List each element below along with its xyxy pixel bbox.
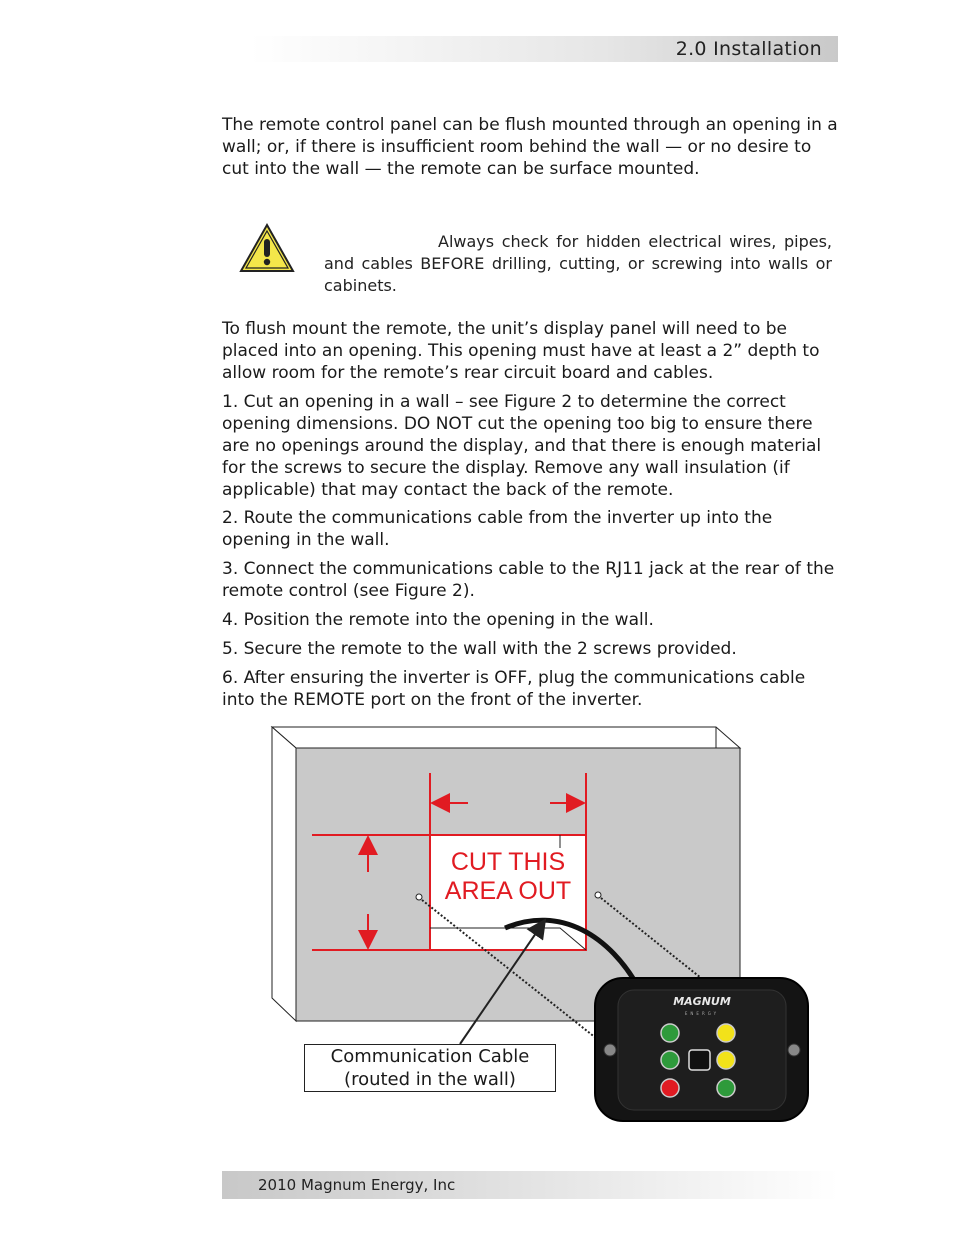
led-green: [717, 1079, 735, 1097]
cut-area-label: [430, 848, 586, 906]
footer-text: 2010 Magnum Energy, Inc: [258, 1176, 456, 1194]
flush-mount-intro: To flush mount the remote, the unit’s display panel will need to be placed into an opening. This opening must have at least a 2” depth to allow room for the remote’s rear circuit board and cables.: [222, 319, 820, 383]
screw-icon: [604, 1044, 616, 1056]
led-red: [661, 1079, 679, 1097]
warning-text: Always check for hidden electrical wires, pipes, and cables BEFORE drilling, cutting, or screwing into walls or cabinets.: [324, 232, 832, 295]
section-title: 2.0 Installation: [675, 38, 822, 60]
step-1: 1. Cut an opening in a wall – see Figure 2 to determine the correct opening dimensions. DO NOT cut the opening too big to ensure there are no openings around the display, and that there is enough material for the screws to secure the display. Remove any wall insulation (if applicable) that may contact the back of the remote.: [222, 392, 822, 500]
led-yellow: [717, 1024, 735, 1042]
led-green: [661, 1051, 679, 1069]
cable-callout: [304, 1044, 556, 1092]
step-4: 4. Position the remote into the opening in the wall.: [222, 610, 654, 630]
screw-hole-right: [595, 892, 601, 898]
screw-icon: [788, 1044, 800, 1056]
step-2: 2. Route the communications cable from the inverter up into the opening in the wall.: [222, 508, 773, 550]
led-green: [661, 1024, 679, 1042]
intro-paragraph: The remote control panel can be flush mounted through an opening in a wall; or, if there is insufficient room behind the wall — or no desire to cut into the wall — the remote can be surface mounted.: [222, 115, 838, 179]
cut-label-line-2: AREA OUT: [444, 877, 572, 905]
cut-label-line-1: CUT THIS: [450, 848, 566, 876]
step-5: 5. Secure the remote to the wall with the 2 screws provided.: [222, 639, 737, 659]
step-6: 6. After ensuring the inverter is OFF, plug the communications cable into the REMOTE port on the front of the inverter.: [222, 668, 806, 710]
screw-hole-left: [416, 894, 422, 900]
warning-triangle-icon: [238, 222, 296, 274]
device-logo-sub: ENERGY: [684, 1011, 720, 1016]
header-bar: [250, 36, 838, 62]
remote-control-device: [595, 978, 808, 1121]
cable-label-line-1: Communication Cable: [330, 1046, 530, 1067]
device-logo: MAGNUM: [673, 995, 731, 1008]
step-3: 3. Connect the communications cable to the RJ11 jack at the rear of the remote control (see Figure 2).: [222, 559, 835, 601]
center-button: [689, 1050, 710, 1070]
led-yellow: [717, 1051, 735, 1069]
cable-label-line-2: (routed in the wall): [344, 1069, 516, 1090]
footer-bar: [222, 1171, 838, 1199]
